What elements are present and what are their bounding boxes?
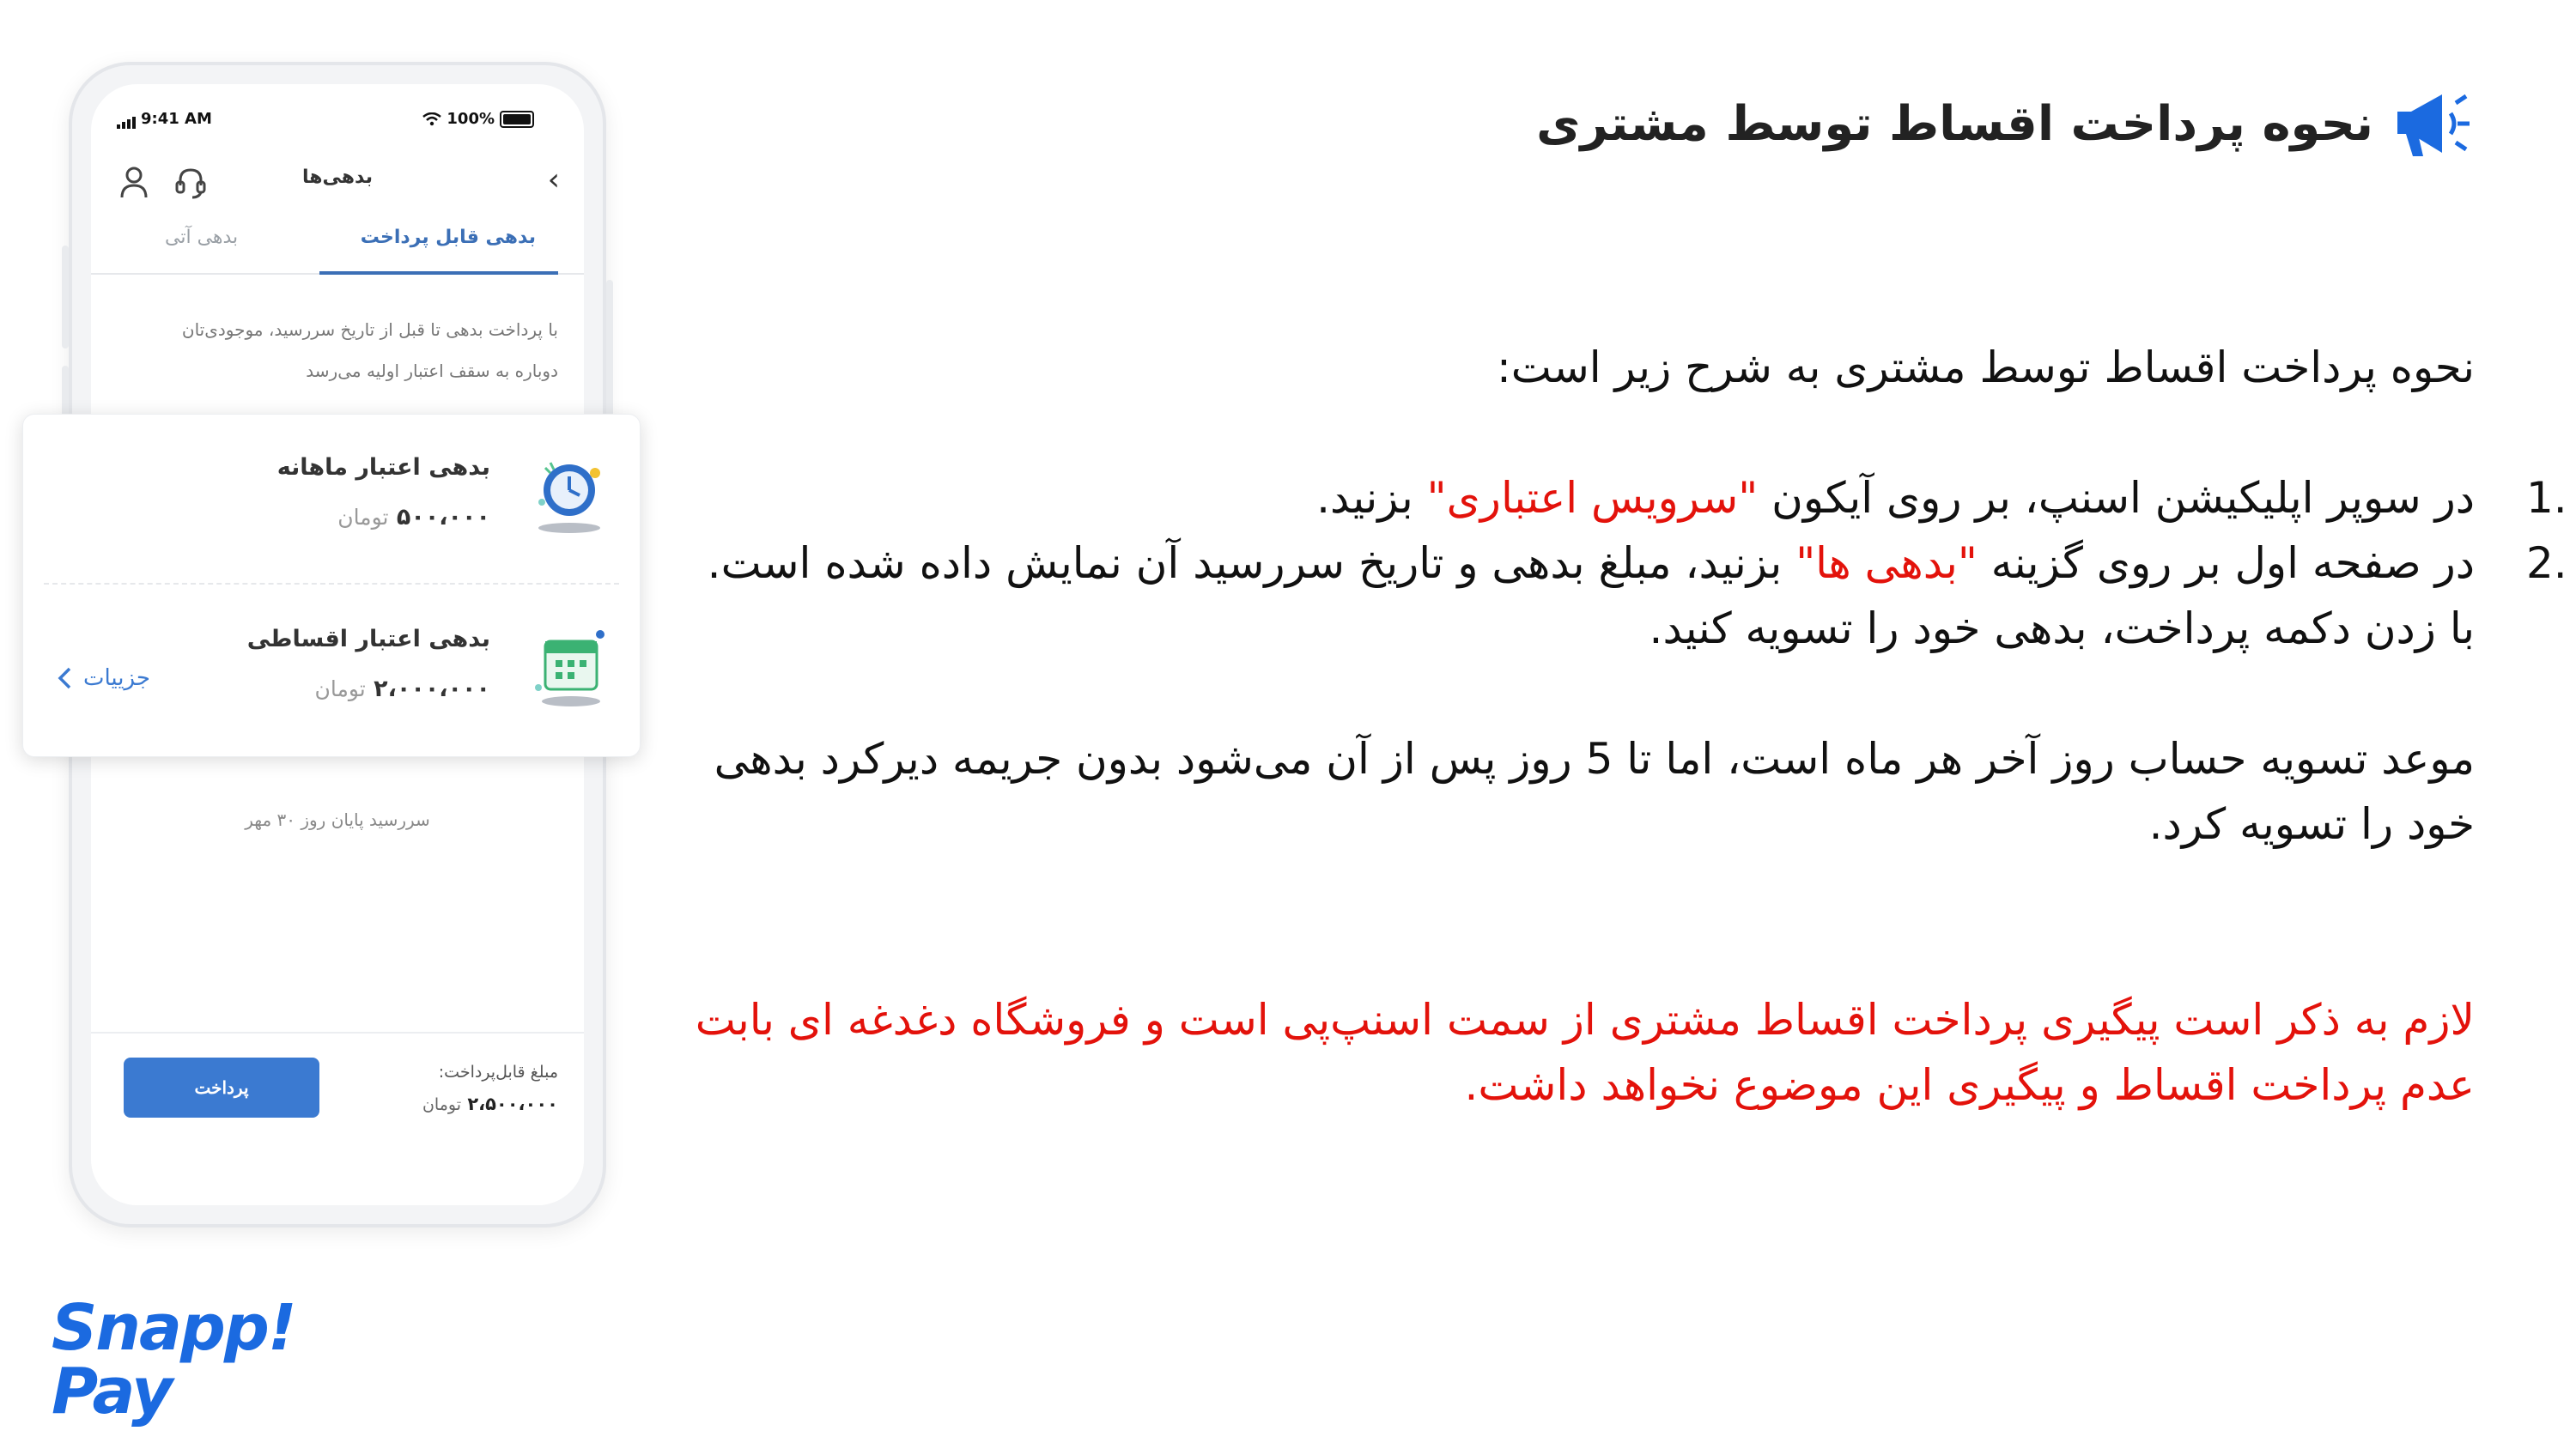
chevron-left-icon <box>58 667 71 689</box>
currency-label: تومان <box>314 676 366 701</box>
installment-debt-row[interactable] <box>23 586 640 749</box>
phone-side-button <box>62 246 69 349</box>
active-tab-indicator <box>319 271 558 275</box>
installment-debt-title: بدهی اعتبار اقساطی <box>246 626 490 652</box>
info-line: با پرداخت بدهی تا قبل از تاریخ سررسید، موجودی‌تان <box>181 319 558 340</box>
tab-future-debt[interactable]: بدهی آتی <box>165 227 239 248</box>
battery-percent: 100% <box>447 110 495 128</box>
currency-label: تومان <box>422 1095 461 1114</box>
steps-list <box>646 465 2567 661</box>
step-extra-text: با زدن دکمه پرداخت، بدهی خود را تسویه کنید. <box>1649 603 2475 653</box>
logo-line: Pay <box>52 1355 172 1428</box>
tab-payable-debt[interactable]: بدهی قابل پرداخت <box>360 227 536 248</box>
amount-value: ۲،۰۰۰،۰۰۰ <box>374 676 490 702</box>
phone-side-button <box>606 280 613 417</box>
amount-value: ۵۰۰،۰۰۰ <box>396 504 490 530</box>
payable-amount-value: ۲،۵۰۰،۰۰۰ <box>467 1094 558 1114</box>
monthly-debt-row[interactable] <box>23 415 640 578</box>
deadline-text: موعد تسویه حساب روز آخر هر ماه است، اما تا 5 روز پس از آن می‌شود بدون جریمه دیرکرد بدهی خود را تسویه کرد. <box>714 734 2475 849</box>
info-text <box>122 309 558 391</box>
info-line: دوباره به سقف اعتبار اولیه می‌رسد <box>306 361 558 381</box>
step-item <box>646 530 2567 661</box>
slide-title: نحوه پرداخت اقساط توسط مشتری <box>1536 95 2373 152</box>
monthly-debt-title: بدهی اعتبار ماهانه <box>276 454 490 481</box>
monthly-debt-amount <box>337 504 490 530</box>
currency-label: تومان <box>337 505 389 530</box>
wifi-icon <box>422 112 441 126</box>
debt-tabs <box>91 213 584 275</box>
step-highlight: "بدهی ها" <box>1795 538 1978 588</box>
step-text: در صفحه اول بر روی گزینه <box>1977 538 2475 588</box>
chevron-left-icon[interactable]: ‹ <box>547 162 560 197</box>
battery-icon <box>500 111 534 128</box>
notice-text: لازم به ذکر است پیگیری پرداخت اقساط مشتری از سمت اسنپ‌پی است و فروشگاه دغدغه ای بابت عدم پرداخت اقساط و پیگیری این موضوع نخواهد داشت. <box>695 995 2475 1110</box>
status-time: 9:41 AM <box>141 110 212 128</box>
step-number: 1. <box>2526 473 2567 523</box>
details-link[interactable] <box>58 665 150 691</box>
details-link-label: جزییات <box>83 665 150 691</box>
payable-amount-label: مبلغ قابل‌پرداخت: <box>438 1063 558 1082</box>
step-highlight: "سرویس اعتباری" <box>1426 473 1759 523</box>
slide-heading <box>1536 88 2473 160</box>
card-divider <box>44 583 619 585</box>
debt-summary-card <box>22 414 641 757</box>
status-bar <box>91 108 584 134</box>
header-title: بدهی‌ها <box>302 167 373 188</box>
pay-button[interactable]: پرداخت <box>124 1058 319 1118</box>
instructions-text <box>646 335 2567 1118</box>
app-header <box>91 153 584 213</box>
snapp-pay-logo <box>52 1291 295 1428</box>
battery-status <box>422 110 534 128</box>
signal-icon <box>117 117 137 129</box>
step-text: در سوپر اپلیکیشن اسنپ، بر روی آیکون <box>1758 473 2475 523</box>
logo-line: Snapp! <box>52 1291 295 1365</box>
intro-text: نحوه پرداخت اقساط توسط مشتری به شرح زیر است: <box>1496 343 2475 392</box>
step-item <box>646 465 2567 530</box>
megaphone-icon <box>2389 88 2473 160</box>
payment-bar <box>91 1032 584 1205</box>
clock-icon <box>530 451 609 537</box>
due-date-text: سررسید پایان روز ۳۰ مهر <box>245 809 430 830</box>
installment-debt-amount <box>314 676 490 702</box>
calendar-icon <box>530 622 609 708</box>
step-text: بزنید، مبلغ بدهی و تاریخ سررسید آن نمایش داده شده است. <box>707 538 1796 588</box>
step-text: بزنید. <box>1316 473 1427 523</box>
payable-amount <box>422 1094 558 1114</box>
step-number: 2. <box>2526 538 2567 588</box>
